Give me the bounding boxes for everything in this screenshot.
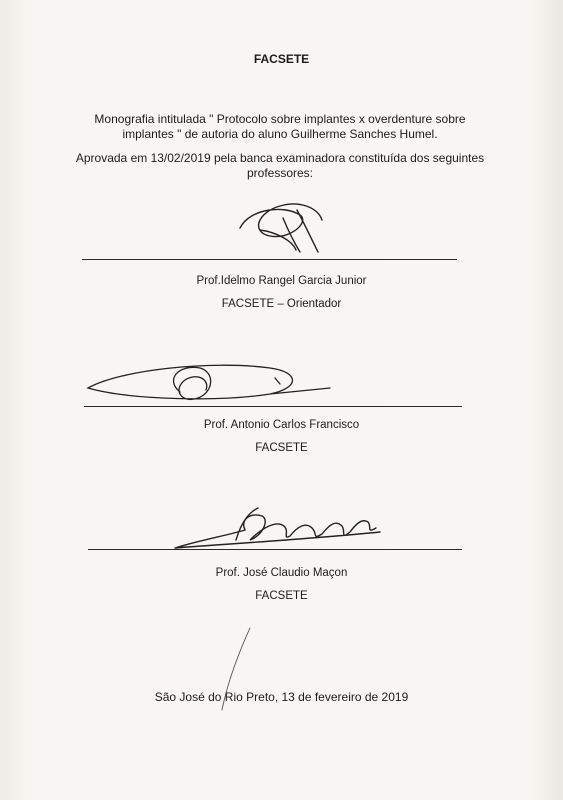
institution-header: FACSETE xyxy=(253,52,310,66)
subject-line-1: Monografia intitulada " Protocolo sobre implantes x overdenture sobre xyxy=(94,112,466,126)
subject-line-2: implantes " de autoria do aluno Guilherme Sanches Humel. xyxy=(122,127,438,141)
examiner-role-3: FACSETE xyxy=(255,590,308,602)
examiner-role-1: FACSETE – Orientador xyxy=(221,298,342,310)
approval-line-1: Aprovada em 13/02/2019 pela banca examinadora constituída dos seguintes xyxy=(75,151,485,165)
examiner-name-2: Prof. Antonio Carlos Francisco xyxy=(203,419,360,431)
place-date: São José do Rio Preto, 13 de fevereiro de 2019 xyxy=(154,690,409,704)
examiner-name-3: Prof. José Claudio Maçon xyxy=(215,567,348,579)
examiner-role-2: FACSETE xyxy=(255,442,308,454)
examiner-name-1: Prof.Idelmo Rangel Garcia Junior xyxy=(196,275,367,287)
approval-line-2: professores: xyxy=(246,166,314,180)
